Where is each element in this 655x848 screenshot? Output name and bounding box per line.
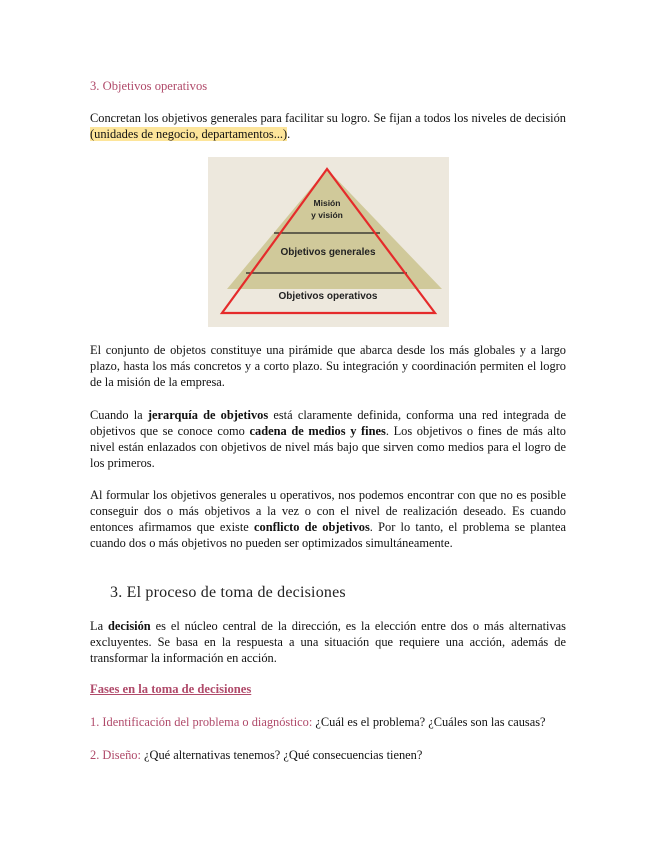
bold-term-conflict: conflicto de objetivos <box>254 520 370 534</box>
subsection-heading: 3. Objetivos operativos <box>90 79 208 93</box>
paragraph-decision <box>90 618 566 666</box>
bold-term-decision: decisión <box>107 619 151 633</box>
bold-term-hierarchy: jerarquía de objetivos <box>147 408 269 422</box>
text-run: es el núcleo central de la dirección, es la elección entre dos o más alternativas excluyentes. Se basa en la respuesta a una situación que requiere una acción, además de transformar la información en acción. <box>90 619 566 665</box>
paragraph-pyramid: El conjunto de objetos constituye una pirámide que abarca desde los más globales y a largo plazo, hasta los más concretos y a corto plazo. Su integración y coordinación permiten el logro de la misión de la empresa. <box>90 343 566 389</box>
text-run: La <box>90 619 108 633</box>
section-heading: 3. El proceso de toma de decisiones <box>110 584 346 601</box>
phase-item-2 <box>90 747 566 763</box>
intro-text: Concretan los objetivos generales para facilitar su logro. Se fijan a todos los niveles de decisión <box>90 111 566 125</box>
phases-heading: Fases en la toma de decisiones <box>90 682 252 696</box>
text-run: . Los objetivos o fines de más alto nivel están enlazados con objetivos de nivel más bajo que sirven como medios para el logro de los primeros. <box>90 424 567 470</box>
phase-label: 1. Identificación del problema o diagnóstico: <box>90 715 313 729</box>
objectives-pyramid-figure <box>208 157 449 327</box>
pyramid-level-operational: Objetivos operativos <box>278 291 378 302</box>
text-run: . Por lo tanto, el problema se plantea cuando dos o más objetivos no pueden ser optimizados simultáneamente. <box>90 520 566 550</box>
bold-term-chain: cadena de medios y fines <box>249 424 386 438</box>
intro-paragraph <box>90 110 566 142</box>
pyramid-level-general: Objetivos generales <box>280 247 376 258</box>
text-run: Al formular los objetivos generales u operativos, nos podemos encontrar con que no es posible conseguir dos o más objetivos a la vez o con el nivel de realización deseado. Es cuando entonces afirmamos que existe <box>90 488 566 534</box>
pyramid-fill <box>227 169 442 289</box>
text-run: está claramente definida, conforma una red integrada de objetivos que se conoce como <box>90 408 566 438</box>
intro-end: . <box>287 127 291 141</box>
phase-item-1 <box>90 714 566 730</box>
pyramid-diagram <box>208 157 449 327</box>
paragraph-hierarchy <box>90 407 566 471</box>
highlighted-text: (unidades de negocio, departamentos...) <box>90 127 288 141</box>
pyramid-level-mission-line1: Misión <box>313 198 341 208</box>
phase-text: ¿Cuál es el problema? ¿Cuáles son las causas? <box>312 715 546 729</box>
text-run: Cuando la <box>90 408 148 422</box>
phase-label: 2. Diseño: <box>90 748 141 762</box>
pyramid-level-mission-line2: y visión <box>311 210 343 220</box>
paragraph-conflict <box>90 487 566 551</box>
phase-text: ¿Qué alternativas tenemos? ¿Qué consecuencias tienen? <box>140 748 423 762</box>
